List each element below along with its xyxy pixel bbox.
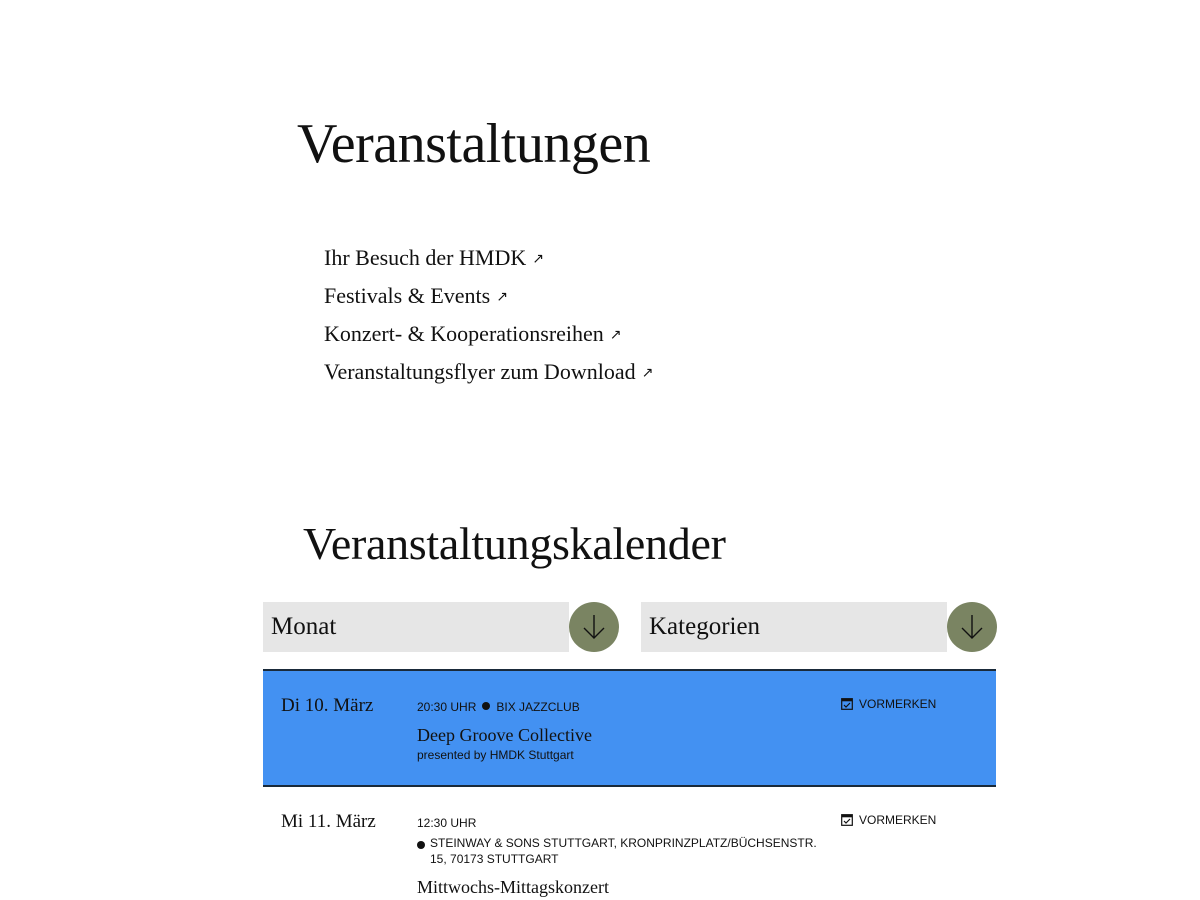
quick-link-label: Ihr Besuch der HMDK — [324, 245, 527, 270]
quick-link-item — [324, 278, 653, 316]
event-venue-line — [417, 835, 817, 867]
event-meta — [417, 699, 817, 715]
event-row[interactable] — [263, 785, 996, 900]
quick-link-visit[interactable] — [324, 245, 544, 270]
month-dropdown-button[interactable] — [569, 602, 619, 652]
save-event-label: VORMERKEN — [859, 813, 937, 827]
category-select[interactable]: Kategorien — [641, 602, 947, 652]
calendar-check-icon — [841, 814, 853, 826]
quick-link-series[interactable] — [324, 321, 622, 346]
category-dropdown-button[interactable] — [947, 602, 997, 652]
month-filter — [263, 602, 618, 652]
calendar-check-icon — [841, 698, 853, 710]
event-venue: STEINWAY & SONS STUTTGART, KRONPRINZPLATZ/BÜCHSENSTR. 15, 70173 STUTTGART — [430, 836, 817, 866]
event-time: 20:30 UHR — [417, 700, 477, 714]
month-select[interactable]: Monat — [263, 602, 569, 652]
event-body — [417, 815, 817, 899]
save-event-button[interactable] — [841, 697, 936, 711]
event-subtitle: presented by HMDK Stuttgart — [417, 748, 574, 762]
external-arrow-icon: ↗ — [609, 327, 622, 343]
external-arrow-icon: ↗ — [532, 251, 544, 267]
bullet-dot-icon — [482, 702, 490, 710]
quick-link-item — [324, 240, 653, 278]
arrow-down-icon — [582, 614, 606, 640]
quick-link-item — [324, 316, 653, 354]
event-date: Di 10. März — [281, 695, 374, 716]
event-time: 12:30 UHR — [417, 816, 477, 830]
arrow-down-icon — [960, 614, 984, 640]
quick-links — [324, 240, 653, 392]
save-event-label: VORMERKEN — [859, 697, 937, 711]
event-title[interactable]: Deep Groove Collective — [417, 725, 592, 745]
event-meta — [417, 815, 817, 831]
quick-link-label: Veranstaltungsflyer zum Download — [324, 359, 636, 384]
quick-link-label: Konzert- & Kooperationsreihen — [324, 321, 604, 346]
event-list — [263, 669, 996, 900]
quick-link-label: Festivals & Events — [324, 283, 491, 308]
page-title: Veranstaltungen — [297, 113, 651, 175]
event-date: Mi 11. März — [281, 811, 376, 832]
quick-link-flyer[interactable] — [324, 359, 653, 384]
event-title[interactable]: Mittwochs-Mittagskonzert — [417, 877, 609, 897]
quick-link-item — [324, 354, 653, 392]
save-event-button[interactable] — [841, 813, 936, 827]
event-venue: BIX JAZZCLUB — [496, 700, 580, 714]
event-body — [417, 699, 817, 763]
category-filter — [641, 602, 996, 652]
event-row[interactable] — [263, 669, 996, 785]
bullet-dot-icon — [417, 841, 425, 849]
external-arrow-icon: ↗ — [496, 289, 508, 305]
quick-link-festivals[interactable] — [324, 283, 508, 308]
calendar-title: Veranstaltungskalender — [303, 518, 726, 569]
external-arrow-icon: ↗ — [641, 365, 654, 381]
